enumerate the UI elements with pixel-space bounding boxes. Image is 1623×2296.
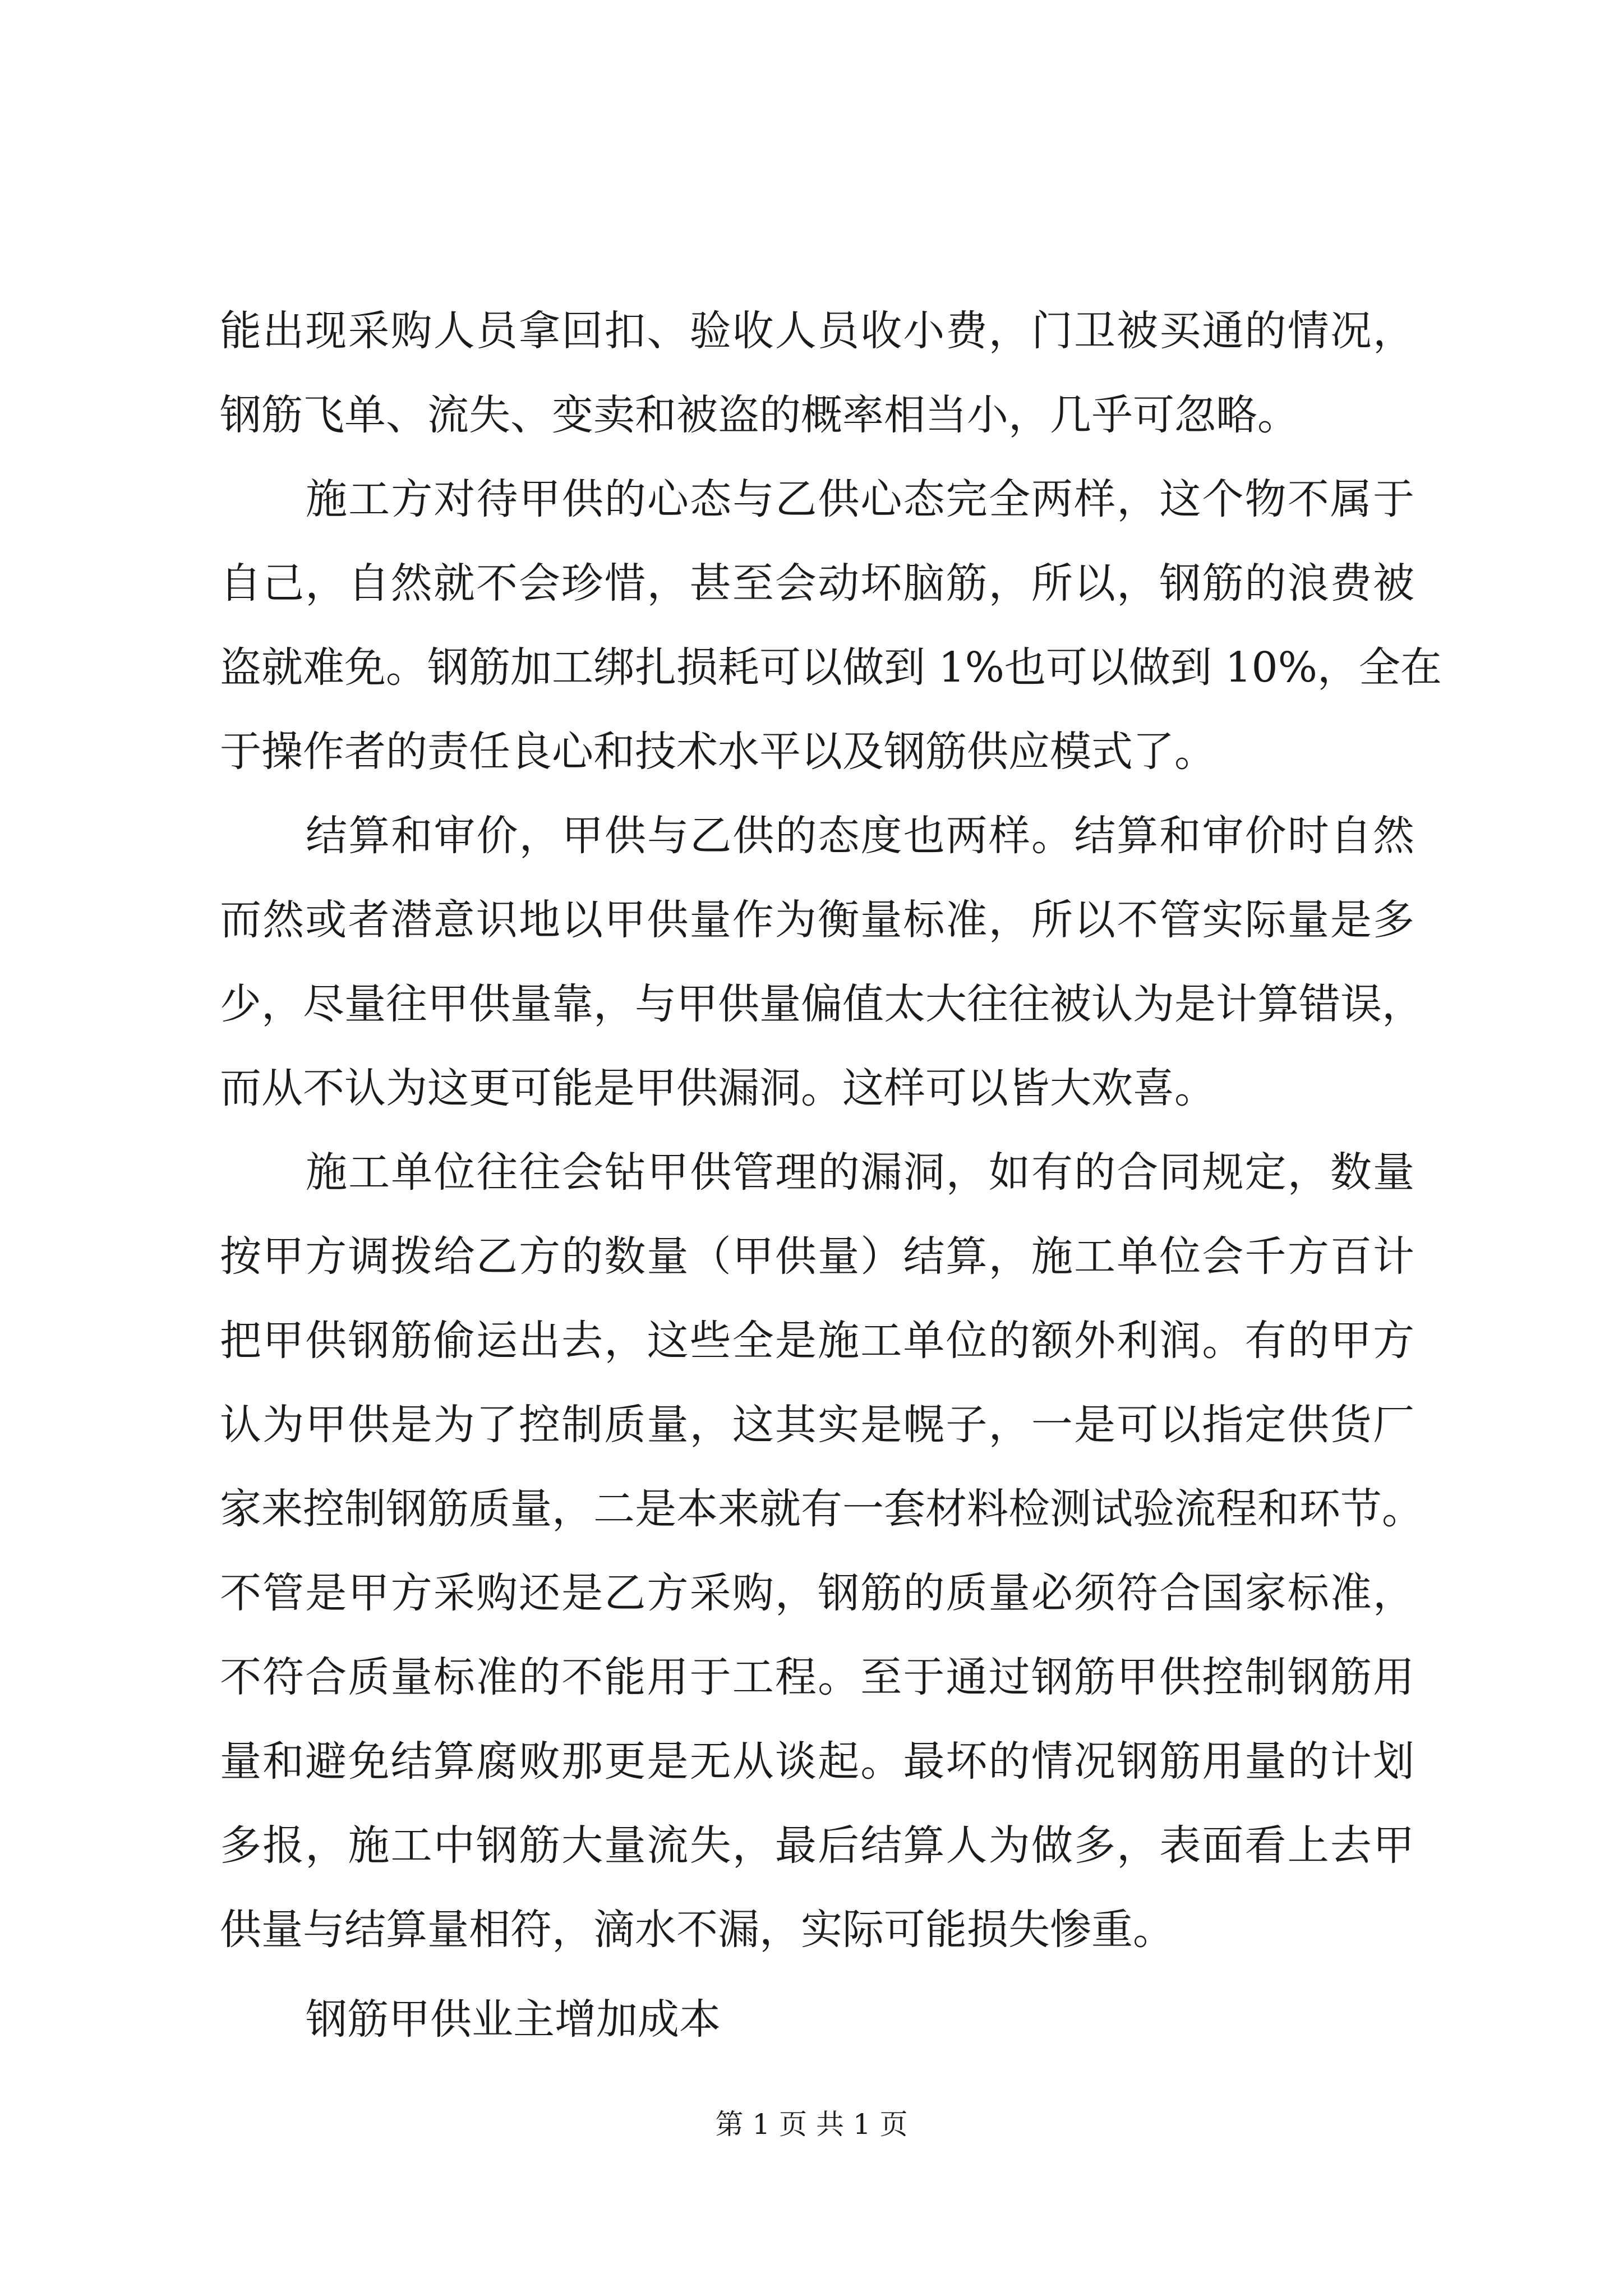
line-text: 少，尽量往甲供量靠，与甲供量偏值太大往往被认为是计算错误， — [220, 980, 1423, 1028]
text-line — [0, 303, 1623, 359]
text-line — [0, 1649, 1623, 1705]
line-text: 量和避免结算腐败那更是无从谈起。最坏的情况钢筋用量的计划 — [220, 1737, 1416, 1786]
page-number-footer: 第 1 页 共 1 页 — [715, 2108, 908, 2141]
text-line — [0, 724, 1623, 780]
text-line — [0, 387, 1623, 443]
text-line — [0, 1397, 1623, 1453]
text-line — [0, 892, 1623, 948]
text-line — [0, 1565, 1623, 1621]
text-line — [0, 639, 1623, 696]
text-line — [0, 1818, 1623, 1874]
line-text: 家来控制钢筋质量，二是本来就有一套材料检测试验流程和环节。 — [220, 1485, 1423, 1533]
text-line — [0, 976, 1623, 1032]
line-text: 而从不认为这更可能是甲供漏洞。这样可以皆大欢喜。 — [220, 1064, 1216, 1112]
line-text: 钢筋飞单、流失、变卖和被盗的概率相当小，几乎可忽略。 — [220, 391, 1299, 439]
text-line — [0, 1144, 1623, 1200]
text-line — [0, 808, 1623, 864]
text-line — [0, 1313, 1623, 1369]
line-text: 盗就难免。钢筋加工绑扎损耗可以做到 1%也可以做到 10%，全在 — [220, 643, 1442, 692]
line-text: 钢筋甲供业主增加成本 — [306, 1995, 721, 2044]
line-text: 把甲供钢筋偷运出去，这些全是施工单位的额外利润。有的甲方 — [220, 1317, 1416, 1365]
text-line — [0, 1481, 1623, 1537]
line-text: 施工单位往往会钻甲供管理的漏洞，如有的合同规定，数量 — [306, 1148, 1416, 1197]
line-text: 供量与结算量相符，滴水不漏，实际可能损失惨重。 — [220, 1906, 1174, 1954]
line-text: 而然或者潜意识地以甲供量作为衡量标准，所以不管实际量是多 — [220, 896, 1416, 944]
text-line — [0, 1060, 1623, 1116]
line-text: 按甲方调拨给乙方的数量（甲供量）结算，施工单位会千方百计 — [220, 1232, 1416, 1281]
text-line — [0, 471, 1623, 527]
section-heading — [0, 1991, 1623, 2047]
text-line — [0, 1902, 1623, 1958]
text-line — [0, 1228, 1623, 1285]
line-text: 能出现采购人员拿回扣、验收人员收小费，门卫被买通的情况， — [220, 307, 1416, 355]
line-text: 不符合质量标准的不能用于工程。至于通过钢筋甲供控制钢筋用 — [220, 1653, 1416, 1701]
line-text: 自己，自然就不会珍惜，甚至会动坏脑筋，所以，钢筋的浪费被 — [220, 559, 1416, 608]
line-text: 施工方对待甲供的心态与乙供心态完全两样，这个物不属于 — [306, 475, 1416, 523]
line-text: 多报，施工中钢筋大量流失，最后结算人为做多，表面看上去甲 — [220, 1821, 1416, 1870]
text-line — [0, 1733, 1623, 1789]
text-line — [0, 555, 1623, 611]
line-text: 认为甲供是为了控制质量，这其实是幌子，一是可以指定供货厂 — [220, 1401, 1416, 1449]
line-text: 不管是甲方采购还是乙方采购，钢筋的质量必须符合国家标准， — [220, 1569, 1416, 1617]
line-text: 结算和审价，甲供与乙供的态度也两样。结算和审价时自然 — [306, 812, 1416, 860]
line-text: 于操作者的责任良心和技术水平以及钢筋供应模式了。 — [220, 728, 1216, 776]
